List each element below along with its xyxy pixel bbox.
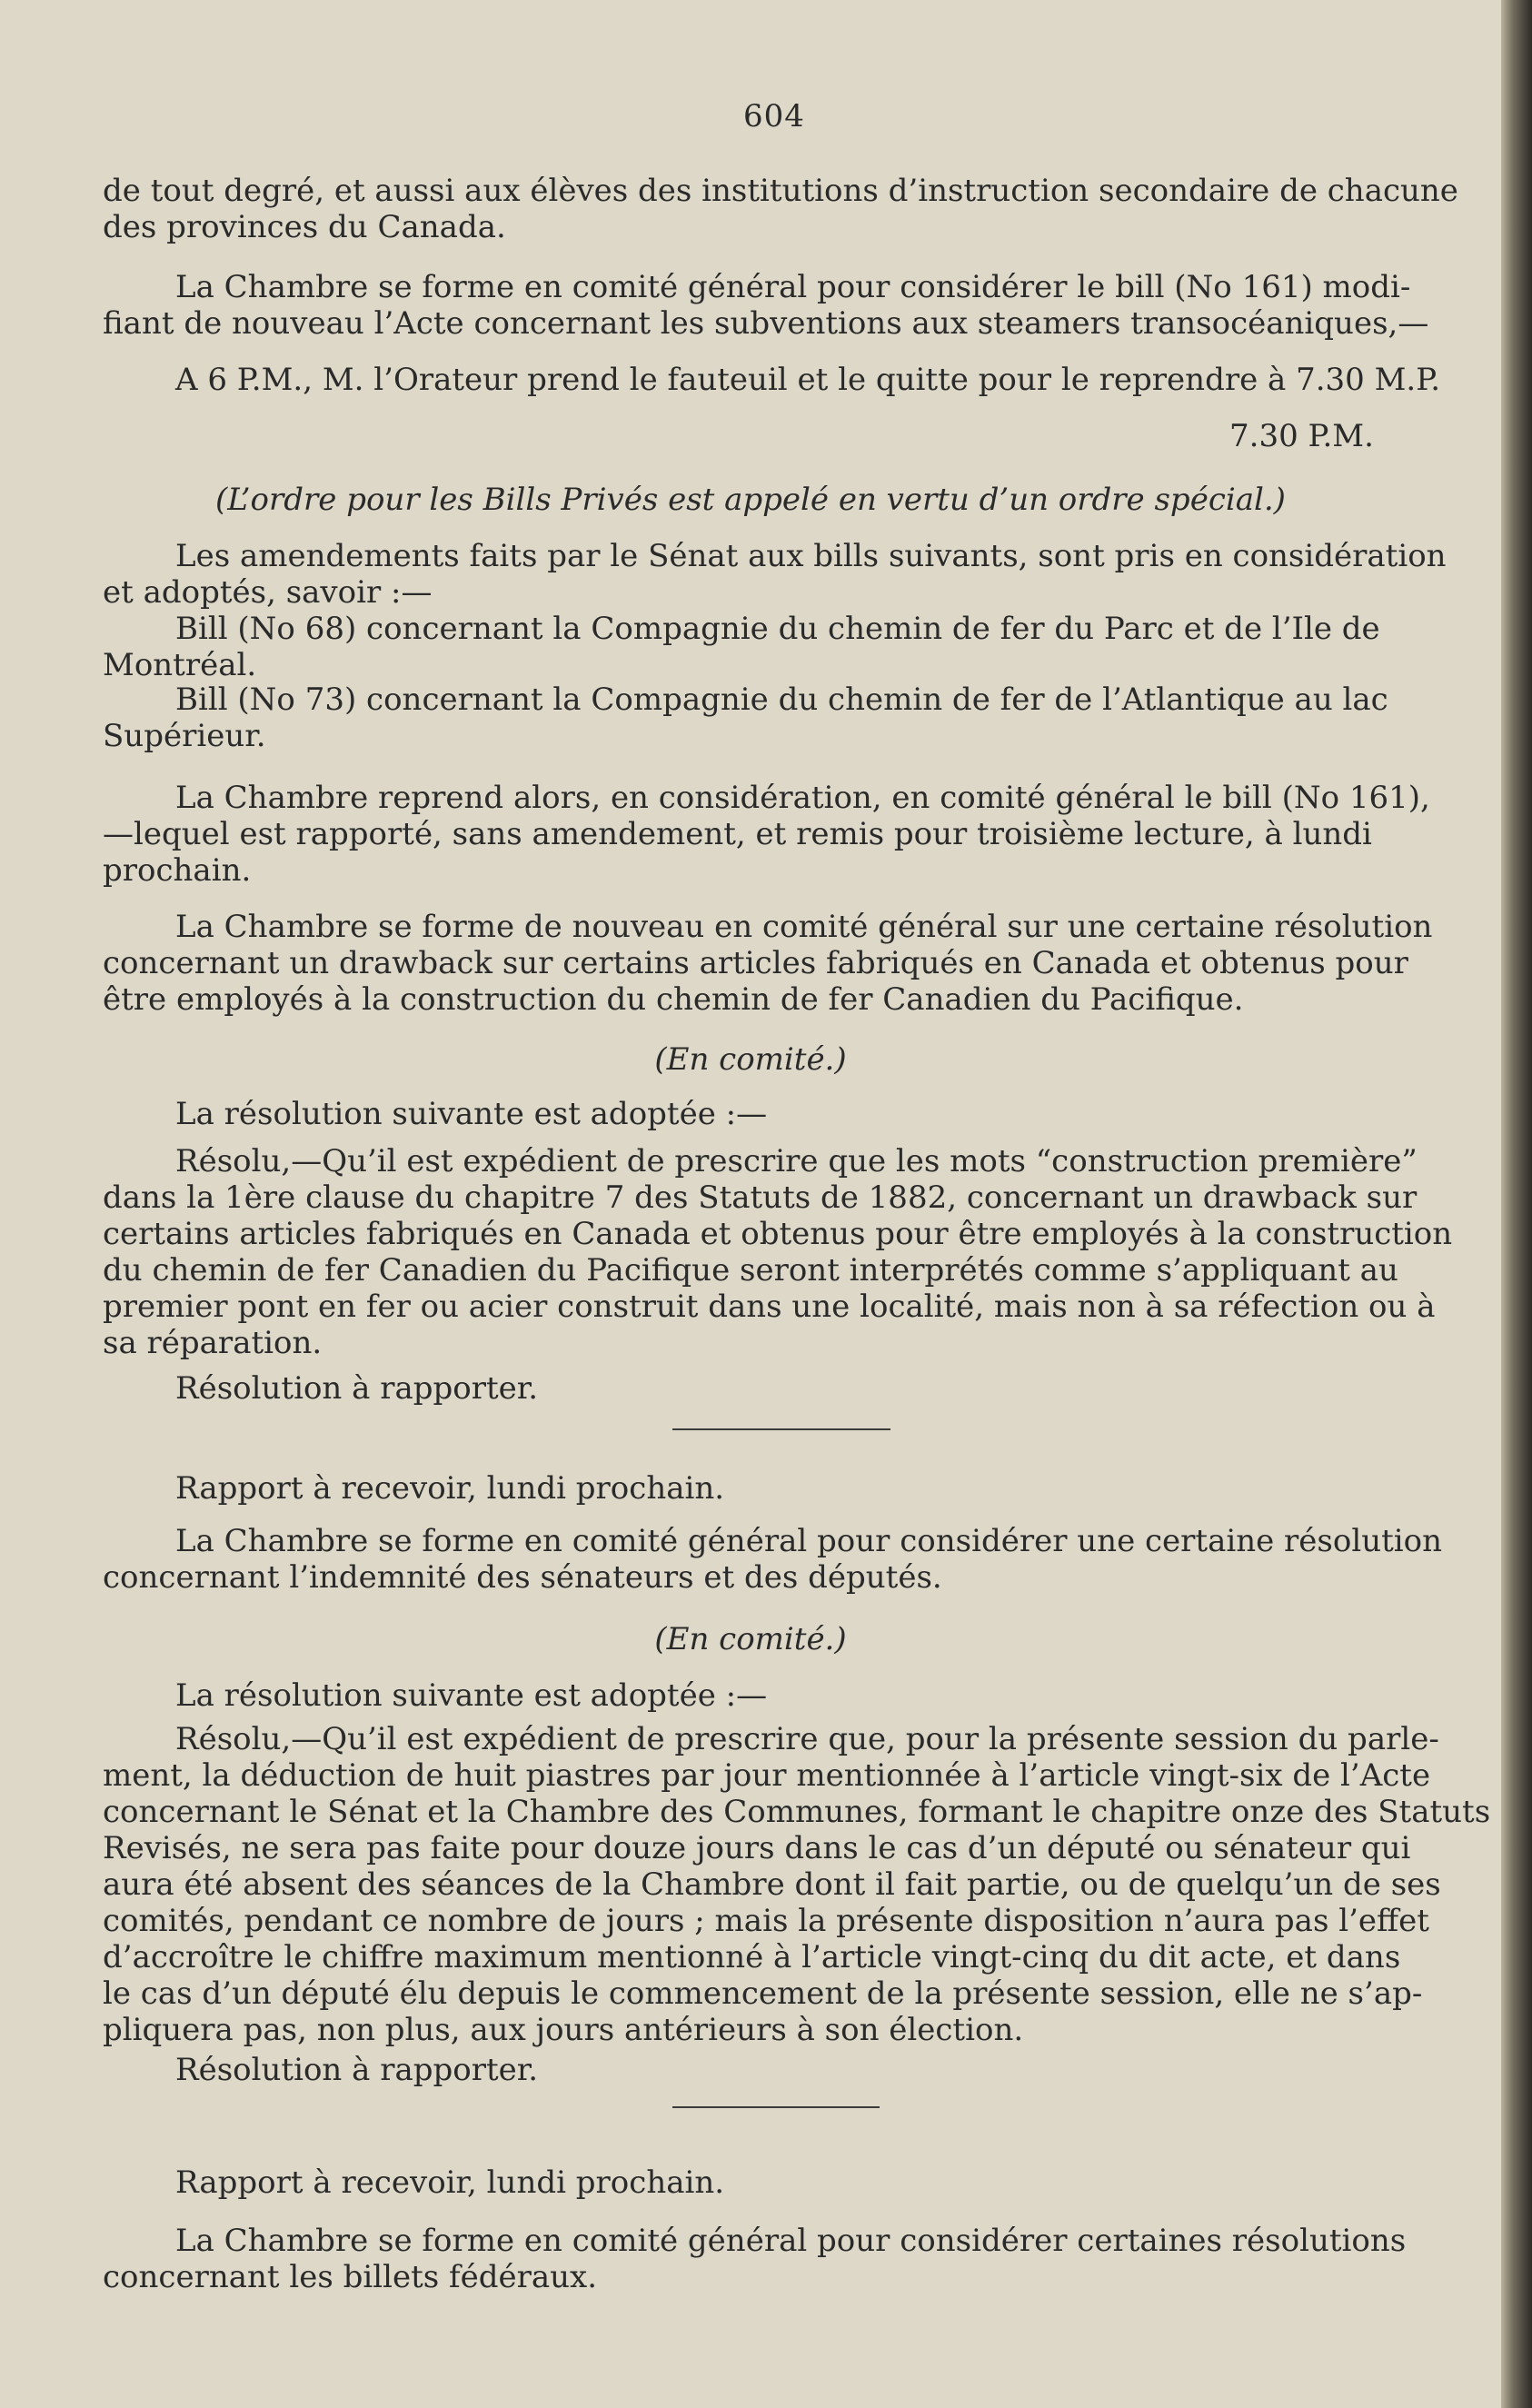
paragraph-indemnity-committee xyxy=(103,1523,1452,1596)
text-line: La résolution suivante est adoptée :— xyxy=(175,1096,768,1132)
text-line: du chemin de fer Canadien du Pacifique seront interprétés comme s’appliquant au xyxy=(103,1252,1398,1289)
text-line: Résolution à rapporter. xyxy=(175,1370,539,1407)
text-line: comités, pendant ce nombre de jours ; mais la présente disposition n’aura pas l’effet xyxy=(103,1903,1429,1939)
text-line: La Chambre se forme en comité général pour considérer une certaine résolution xyxy=(175,1523,1443,1559)
text-line: sa réparation. xyxy=(103,1325,323,1361)
text-line: Résolu,—Qu’il est expédient de prescrire que les mots “construction première” xyxy=(175,1143,1418,1179)
text-line: premier pont en fer ou acier construit dans une localité, mais non à sa réfection ou à xyxy=(103,1289,1436,1325)
paragraph-federal-notes-committee xyxy=(103,2223,1452,2295)
text-line: Résolu,—Qu’il est expédient de prescrire que, pour la présente session du parle- xyxy=(175,1721,1439,1757)
en-comite-heading: (En comité.) xyxy=(654,1621,847,1657)
text-line: des provinces du Canada. xyxy=(103,209,506,245)
bill-73-entry xyxy=(103,682,1452,754)
text-line: de tout degré, et aussi aux élèves des institutions d’instruction secondaire de chacune xyxy=(103,173,1458,209)
text-line: aura été absent des séances de la Chambre dont il fait partie, ou de quelqu’un de ses xyxy=(103,1866,1441,1903)
resolution-indemnity xyxy=(103,1721,1491,2048)
text-line: être employés à la construction du chemin de fer Canadien du Pacifique. xyxy=(103,981,1244,1018)
text-line: Supérieur. xyxy=(103,718,266,754)
text-line: La Chambre se forme en comité général pour considérer le bill (No 161) modi- xyxy=(175,269,1411,305)
text-line: Montréal. xyxy=(103,647,257,683)
text-line: prochain. xyxy=(103,852,252,889)
paragraph-bill-161-report xyxy=(103,780,1452,889)
resolution-to-report xyxy=(103,1370,1452,1407)
text-line: Les amendements faits par le Sénat aux bills suivants, sont pris en considération xyxy=(175,538,1447,574)
text-line: La Chambre reprend alors, en considération, en comité général le bill (No 161), xyxy=(175,780,1430,816)
text-line: Revisés, ne sera pas faite pour douze jours dans le cas d’un député ou sénateur qui xyxy=(103,1830,1411,1866)
paragraph-bill-161-committee xyxy=(103,269,1452,342)
resolution-to-report xyxy=(103,2052,1452,2088)
paragraph-drawback-committee xyxy=(103,909,1452,1018)
text-line: Bill (No 73) concernant la Compagnie du chemin de fer de l’Atlantique au lac xyxy=(175,682,1388,718)
book-binding-edge xyxy=(1501,0,1532,2408)
text-line: concernant un drawback sur certains articles fabriqués en Canada et obtenus pour xyxy=(103,945,1408,981)
resolution-adopted-line xyxy=(103,1677,1452,1714)
text-line: fiant de nouveau l’Acte concernant les subventions aux steamers transocéaniques,— xyxy=(103,305,1429,342)
report-monday xyxy=(103,2164,1452,2201)
text-line: Rapport à recevoir, lundi prochain. xyxy=(175,1470,725,1507)
text-line: La Chambre se forme en comité général pour considérer certaines résolutions xyxy=(175,2223,1407,2259)
text-line: certains articles fabriqués en Canada et obtenus pour être employés à la construction xyxy=(103,1216,1453,1252)
paragraph-recess xyxy=(103,362,1452,398)
bill-68-entry xyxy=(103,611,1452,683)
text-line: Rapport à recevoir, lundi prochain. xyxy=(175,2164,725,2201)
text-line: concernant l’indemnité des sénateurs et des députés. xyxy=(103,1559,942,1596)
text-line: et adoptés, savoir :— xyxy=(103,574,433,611)
text-line: pliquera pas, non plus, aux jours antérieurs à son élection. xyxy=(103,2012,1024,2048)
time-heading: 7.30 P.M. xyxy=(1229,418,1374,454)
report-monday xyxy=(103,1470,1452,1507)
separator-rule xyxy=(672,2106,880,2108)
text-line: —lequel est rapporté, sans amendement, et remis pour troisième lecture, à lundi xyxy=(103,816,1372,852)
text-line: le cas d’un député élu depuis le commencement de la présente session, elle ne s’ap- xyxy=(103,1975,1423,2012)
text-line: ment, la déduction de huit piastres par jour mentionnée à l’article vingt-six de l’Acte xyxy=(103,1757,1431,1794)
text-line: concernant les billets fédéraux. xyxy=(103,2259,598,2295)
en-comite-heading: (En comité.) xyxy=(654,1041,847,1078)
text-line: Bill (No 68) concernant la Compagnie du chemin de fer du Parc et de l’Ile de xyxy=(175,611,1380,647)
page-number: 604 xyxy=(743,98,805,134)
separator-rule xyxy=(672,1428,890,1430)
paragraph-institutions xyxy=(103,173,1458,245)
paragraph-senate-amendments xyxy=(103,538,1452,611)
resolution-drawback xyxy=(103,1143,1452,1361)
text-line: d’accroître le chiffre maximum mentionné à l’article vingt-cinq du dit acte, et dans xyxy=(103,1939,1401,1975)
text-line: dans la 1ère clause du chapitre 7 des Statuts de 1882, concernant un drawback sur xyxy=(103,1179,1418,1216)
text-line: La Chambre se forme de nouveau en comité général sur une certaine résolution xyxy=(175,909,1433,945)
resolution-adopted-line xyxy=(103,1096,1452,1132)
special-order-heading: (L’ordre pour les Bills Privés est appelé en vertu d’un ordre spécial.) xyxy=(215,482,1286,518)
text-line: concernant le Sénat et la Chambre des Communes, formant le chapitre onze des Statuts xyxy=(103,1794,1491,1830)
text-line: La résolution suivante est adoptée :— xyxy=(175,1677,768,1714)
text-line: Résolution à rapporter. xyxy=(175,2052,539,2088)
text-line: A 6 P.M., M. l’Orateur prend le fauteuil et le quitte pour le reprendre à 7.30 M.P. xyxy=(175,362,1441,398)
